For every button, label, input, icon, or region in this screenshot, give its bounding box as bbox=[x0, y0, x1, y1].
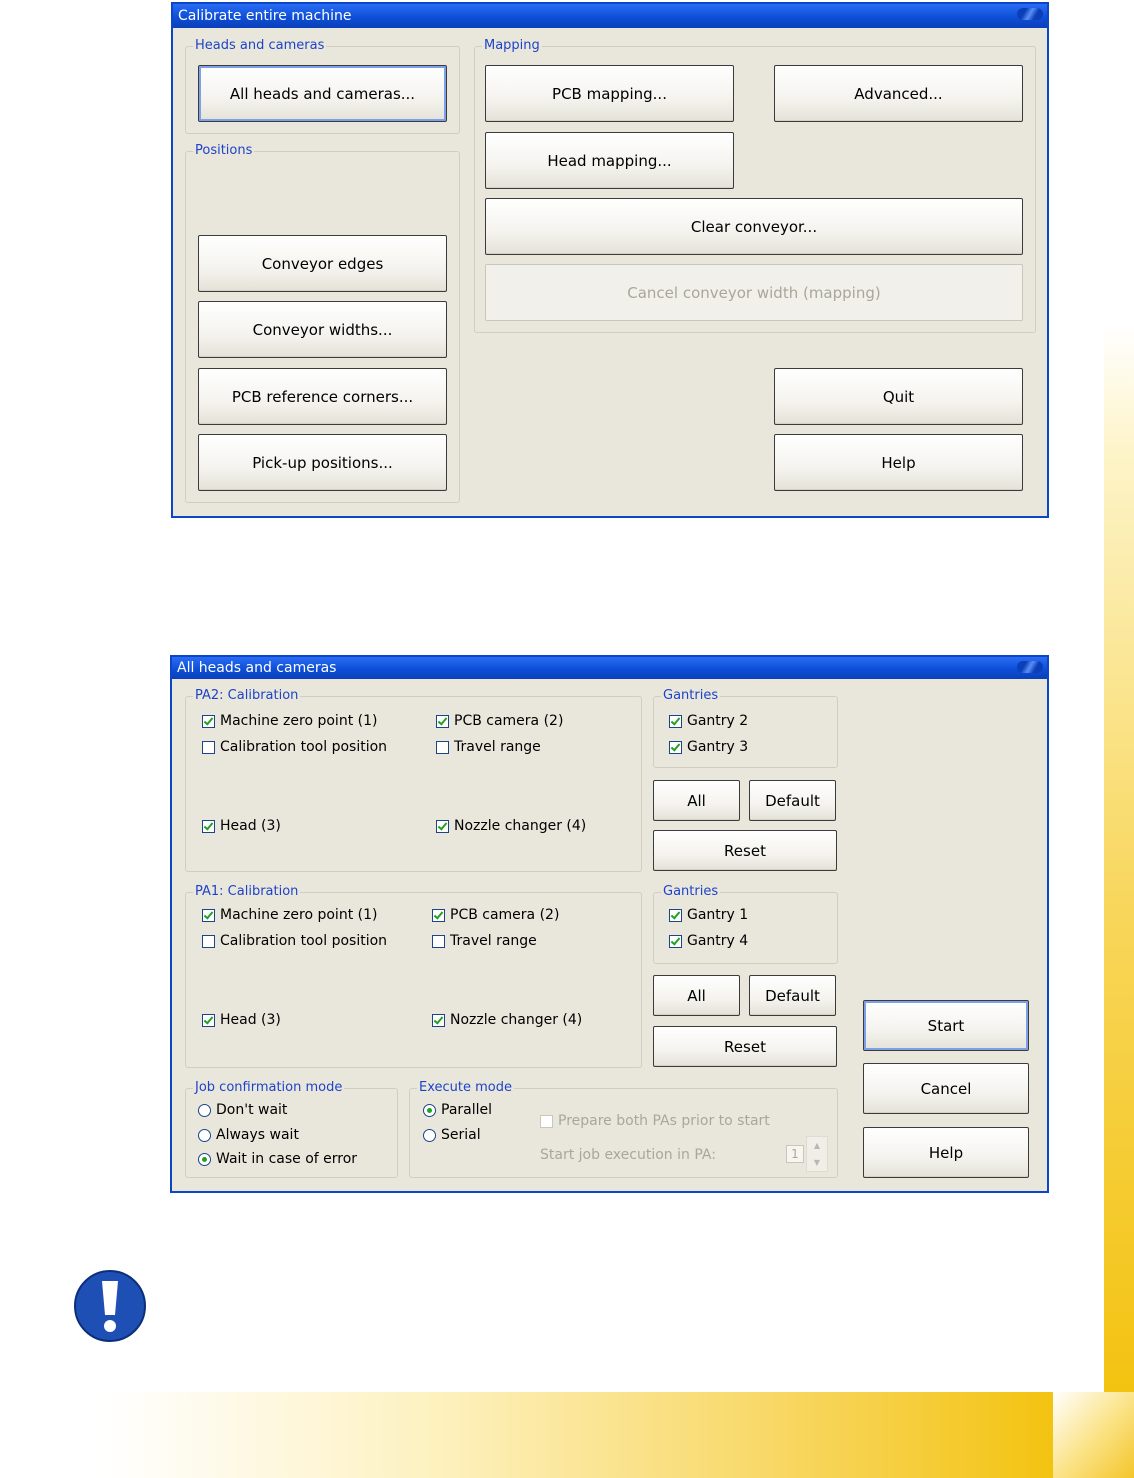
checkbox-icon bbox=[432, 1014, 445, 1027]
checkbox-icon bbox=[202, 741, 215, 754]
checkbox-label: Calibration tool position bbox=[220, 739, 388, 755]
heads-cameras-window bbox=[170, 655, 1049, 1193]
pa1-gantries-group bbox=[653, 884, 838, 964]
radio-serial[interactable] bbox=[423, 1126, 481, 1144]
checkbox-icon bbox=[669, 715, 682, 728]
checkbox-icon bbox=[432, 909, 445, 922]
spin-down-icon: ▼ bbox=[813, 1158, 821, 1167]
checkbox-label: Gantry 3 bbox=[687, 739, 749, 755]
start-job-pa-label: Start job execution in PA: bbox=[540, 1147, 716, 1163]
pa1-reset-button[interactable]: Reset bbox=[653, 1026, 837, 1067]
conveyor-edges-button[interactable]: Conveyor edges bbox=[198, 235, 447, 292]
radio-label: Wait in case of error bbox=[216, 1151, 358, 1167]
checkbox-icon bbox=[432, 935, 445, 948]
cancel-conveyor-width-button: Cancel conveyor width (mapping) bbox=[485, 264, 1023, 321]
checkbox-icon bbox=[202, 1014, 215, 1027]
checkbox-label: Gantry 1 bbox=[687, 907, 749, 923]
pa1-gantries-label: Gantries bbox=[663, 884, 719, 899]
pa1-calibration-tool-checkbox[interactable] bbox=[202, 932, 387, 950]
prepare-both-pas-checkbox bbox=[540, 1112, 770, 1130]
checkbox-icon bbox=[436, 820, 449, 833]
pa2-gantries-group bbox=[653, 688, 838, 768]
checkbox-label: Nozzle changer (4) bbox=[450, 1012, 583, 1028]
radio-dont-wait[interactable] bbox=[198, 1101, 287, 1119]
start-pa-spin-arrows bbox=[806, 1136, 828, 1172]
pa2-pcb-camera-checkbox[interactable] bbox=[436, 712, 563, 730]
spin-up-icon: ▲ bbox=[813, 1141, 821, 1150]
exclamation-important-icon bbox=[73, 1269, 147, 1343]
pa1-group-label: PA1: Calibration bbox=[195, 884, 299, 899]
start-button[interactable]: Start bbox=[863, 1000, 1029, 1051]
pa1-default-button[interactable]: Default bbox=[749, 975, 836, 1016]
title-grip-icon bbox=[1017, 661, 1043, 673]
checkbox-label: Head (3) bbox=[220, 1012, 281, 1028]
checkbox-label: Nozzle changer (4) bbox=[454, 818, 587, 834]
pa2-nozzle-changer-checkbox[interactable] bbox=[436, 817, 586, 835]
bottom-accent-strip bbox=[105, 1392, 1053, 1478]
gantry-3-checkbox[interactable] bbox=[669, 738, 748, 756]
checkbox-label: PCB camera (2) bbox=[454, 713, 564, 729]
heads-window-title: All heads and cameras bbox=[177, 660, 337, 676]
all-heads-cameras-button[interactable]: All heads and cameras... bbox=[198, 65, 447, 122]
checkbox-label: Head (3) bbox=[220, 818, 281, 834]
pa1-pcb-camera-checkbox[interactable] bbox=[432, 906, 559, 924]
gantry-4-checkbox[interactable] bbox=[669, 932, 748, 950]
head-mapping-button[interactable]: Head mapping... bbox=[485, 132, 734, 189]
pa2-all-button[interactable]: All bbox=[653, 780, 740, 821]
checkbox-icon bbox=[669, 909, 682, 922]
radio-label: Serial bbox=[441, 1127, 481, 1143]
checkbox-icon bbox=[669, 741, 682, 754]
checkbox-label: Gantry 4 bbox=[687, 933, 749, 949]
clear-conveyor-button[interactable]: Clear conveyor... bbox=[485, 198, 1023, 255]
checkbox-label: Machine zero point (1) bbox=[220, 713, 378, 729]
heads-help-button[interactable]: Help bbox=[863, 1127, 1029, 1178]
pcb-reference-corners-button[interactable]: PCB reference corners... bbox=[198, 368, 447, 425]
cancel-button[interactable]: Cancel bbox=[863, 1063, 1029, 1114]
radio-icon bbox=[423, 1104, 436, 1117]
radio-label: Don't wait bbox=[216, 1102, 288, 1118]
pa2-reset-button[interactable]: Reset bbox=[653, 830, 837, 871]
pa2-head-checkbox[interactable] bbox=[202, 817, 281, 835]
title-grip-icon bbox=[1017, 8, 1043, 20]
conveyor-widths-button[interactable]: Conveyor widths... bbox=[198, 301, 447, 358]
pa1-travel-range-checkbox[interactable] bbox=[432, 932, 537, 950]
pa1-head-checkbox[interactable] bbox=[202, 1011, 281, 1029]
advanced-button[interactable]: Advanced... bbox=[774, 65, 1023, 122]
radio-icon bbox=[423, 1129, 436, 1142]
calibrate-window bbox=[171, 2, 1049, 518]
pa2-default-button[interactable]: Default bbox=[749, 780, 836, 821]
radio-icon bbox=[198, 1129, 211, 1142]
calibrate-help-button[interactable]: Help bbox=[774, 434, 1023, 491]
quit-button[interactable]: Quit bbox=[774, 368, 1023, 425]
checkbox-label: Travel range bbox=[450, 933, 537, 949]
gantry-1-checkbox[interactable] bbox=[669, 906, 748, 924]
side-accent-strip bbox=[1104, 325, 1134, 1392]
checkbox-label: Travel range bbox=[454, 739, 541, 755]
checkbox-icon bbox=[202, 820, 215, 833]
checkbox-icon bbox=[436, 741, 449, 754]
checkbox-icon bbox=[436, 715, 449, 728]
radio-parallel[interactable] bbox=[423, 1101, 492, 1119]
execute-mode-label: Execute mode bbox=[419, 1080, 512, 1095]
positions-group-label: Positions bbox=[195, 143, 253, 158]
radio-always-wait[interactable] bbox=[198, 1126, 299, 1144]
gantry-2-checkbox[interactable] bbox=[669, 712, 748, 730]
pa2-group-label: PA2: Calibration bbox=[195, 688, 299, 703]
mapping-group-label: Mapping bbox=[484, 38, 540, 53]
checkbox-label: Gantry 2 bbox=[687, 713, 749, 729]
radio-label: Parallel bbox=[441, 1102, 493, 1118]
radio-icon bbox=[198, 1104, 211, 1117]
start-pa-spin-value: 1 bbox=[786, 1145, 804, 1163]
corner-accent-tile bbox=[1053, 1392, 1134, 1478]
heads-titlebar[interactable] bbox=[172, 657, 1047, 679]
pa2-machine-zero-checkbox[interactable] bbox=[202, 712, 377, 730]
checkbox-label: PCB camera (2) bbox=[450, 907, 560, 923]
checkbox-icon bbox=[202, 715, 215, 728]
pa1-all-button[interactable]: All bbox=[653, 975, 740, 1016]
checkbox-icon bbox=[669, 935, 682, 948]
radio-label: Always wait bbox=[216, 1127, 299, 1143]
heads-cameras-group-label: Heads and cameras bbox=[195, 38, 325, 53]
checkbox-icon bbox=[202, 909, 215, 922]
pa2-gantries-label: Gantries bbox=[663, 688, 719, 703]
radio-icon bbox=[198, 1153, 211, 1166]
calibrate-window-title: Calibrate entire machine bbox=[178, 8, 352, 24]
checkbox-label: Prepare both PAs prior to start bbox=[558, 1113, 770, 1129]
pa1-nozzle-changer-checkbox[interactable] bbox=[432, 1011, 582, 1029]
checkbox-icon bbox=[540, 1115, 553, 1128]
pa1-machine-zero-checkbox[interactable] bbox=[202, 906, 377, 924]
radio-wait-in-case-of-error[interactable] bbox=[198, 1150, 357, 1168]
job-confirmation-label: Job confirmation mode bbox=[195, 1080, 343, 1095]
pa2-calibration-tool-checkbox[interactable] bbox=[202, 738, 387, 756]
checkbox-label: Machine zero point (1) bbox=[220, 907, 378, 923]
pa2-travel-range-checkbox[interactable] bbox=[436, 738, 541, 756]
calibrate-titlebar[interactable] bbox=[173, 4, 1047, 28]
pickup-positions-button[interactable]: Pick-up positions... bbox=[198, 434, 447, 491]
pcb-mapping-button[interactable]: PCB mapping... bbox=[485, 65, 734, 122]
checkbox-label: Calibration tool position bbox=[220, 933, 388, 949]
checkbox-icon bbox=[202, 935, 215, 948]
